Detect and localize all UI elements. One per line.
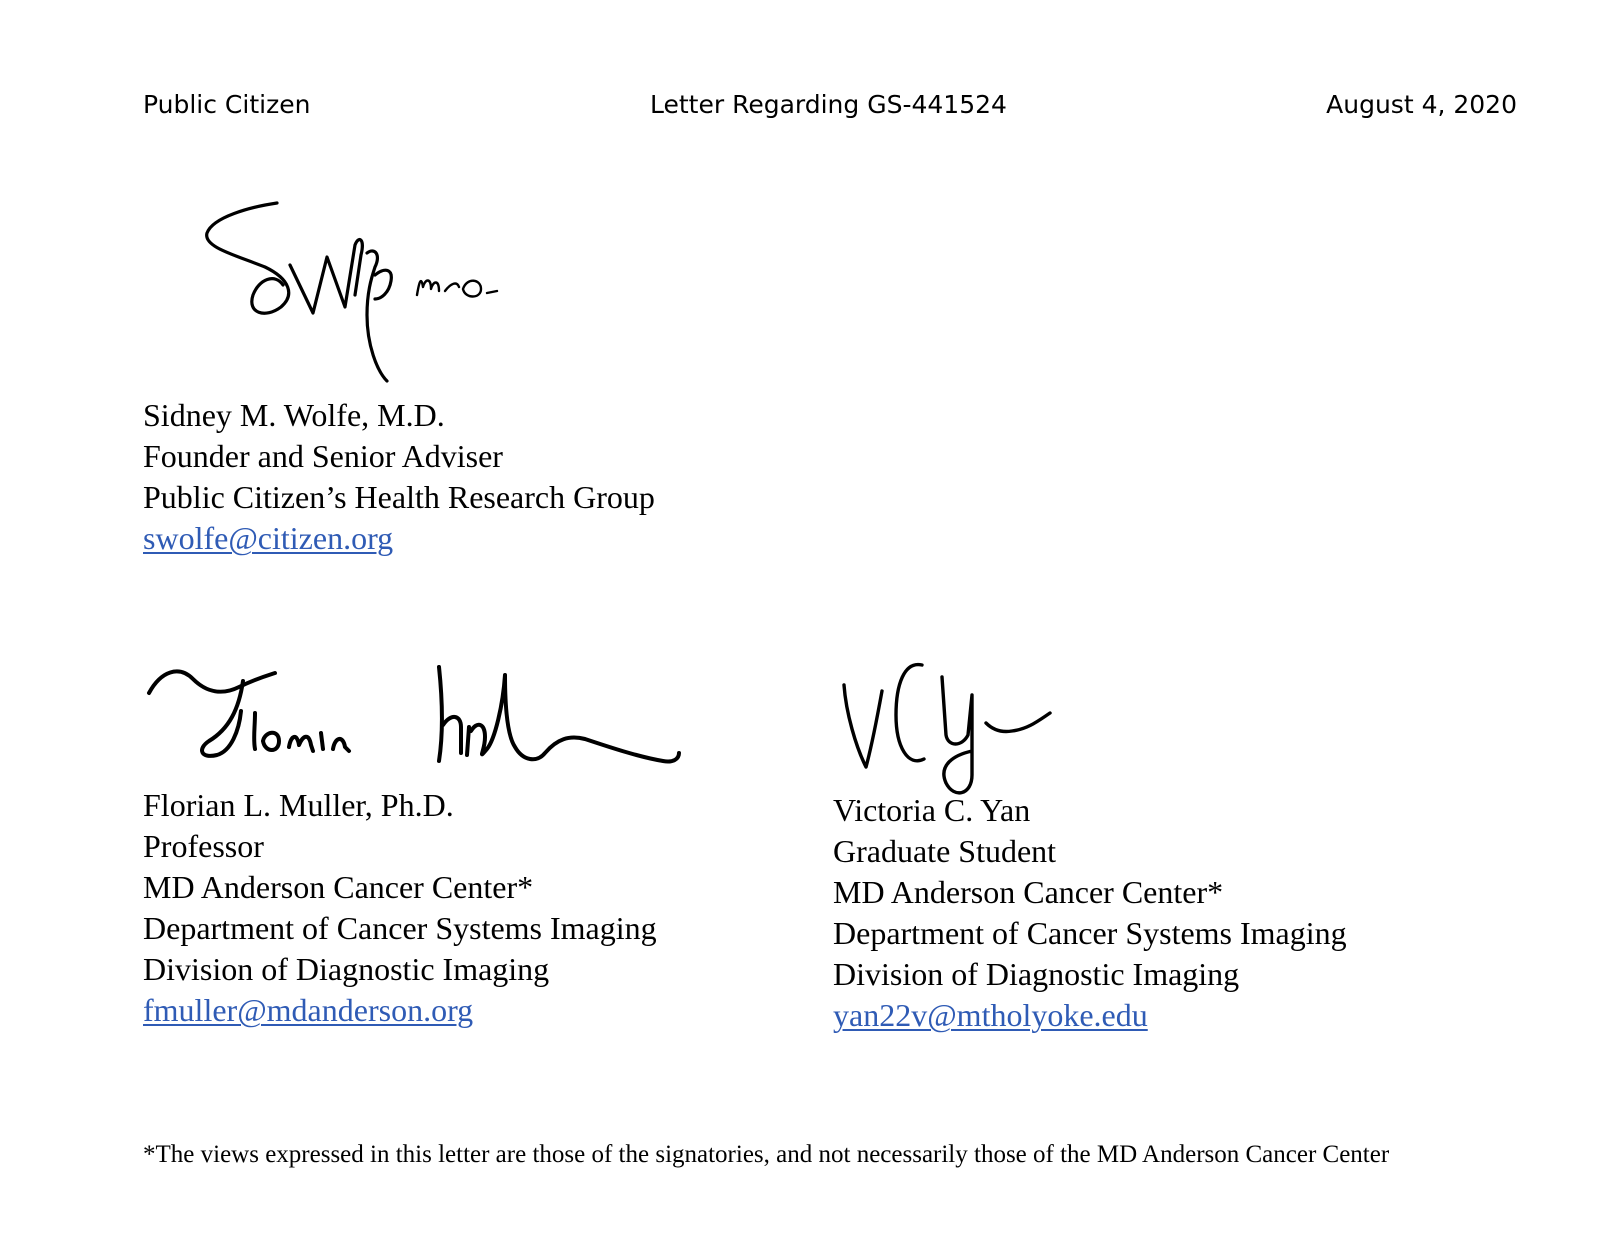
signatory-division: Division of Diagnostic Imaging — [143, 951, 550, 987]
signatory-name: Florian L. Muller, Ph.D. — [143, 787, 454, 823]
header-org: Public Citizen — [143, 90, 311, 119]
signatory-block-yan — [833, 790, 1347, 1036]
signatory-block-muller — [143, 785, 657, 1031]
signatory-name: Sidney M. Wolfe, M.D. — [143, 397, 445, 433]
signatory-affiliation: MD Anderson Cancer Center* — [143, 869, 534, 905]
signatory-department: Department of Cancer Systems Imaging — [143, 910, 657, 946]
signatory-block-wolfe — [143, 395, 655, 559]
signatory-name: Victoria C. Yan — [833, 792, 1031, 828]
signature-muller — [143, 665, 703, 795]
email-link-yan[interactable]: yan22v@mtholyoke.edu — [833, 997, 1148, 1033]
signature-wolfe — [195, 195, 555, 390]
footnote: *The views expressed in this letter are those of the signatories, and not necessarily those of the MD Anderson Cancer Center — [143, 1141, 1390, 1168]
email-link-wolfe[interactable]: swolfe@citizen.org — [143, 520, 394, 556]
header-date: August 4, 2020 — [1326, 90, 1517, 119]
signatory-affiliation: Public Citizen’s Health Research Group — [143, 479, 655, 515]
signatory-division: Division of Diagnostic Imaging — [833, 956, 1240, 992]
header-subject: Letter Regarding GS-441524 — [650, 90, 1007, 119]
page-header — [143, 90, 1517, 130]
signatory-department: Department of Cancer Systems Imaging — [833, 915, 1347, 951]
signatory-title: Professor — [143, 828, 264, 864]
email-link-muller[interactable]: fmuller@mdanderson.org — [143, 992, 474, 1028]
signature-yan — [838, 655, 1088, 805]
signatory-affiliation: MD Anderson Cancer Center* — [833, 874, 1224, 910]
signatory-title: Founder and Senior Adviser — [143, 438, 503, 474]
signatory-title: Graduate Student — [833, 833, 1057, 869]
